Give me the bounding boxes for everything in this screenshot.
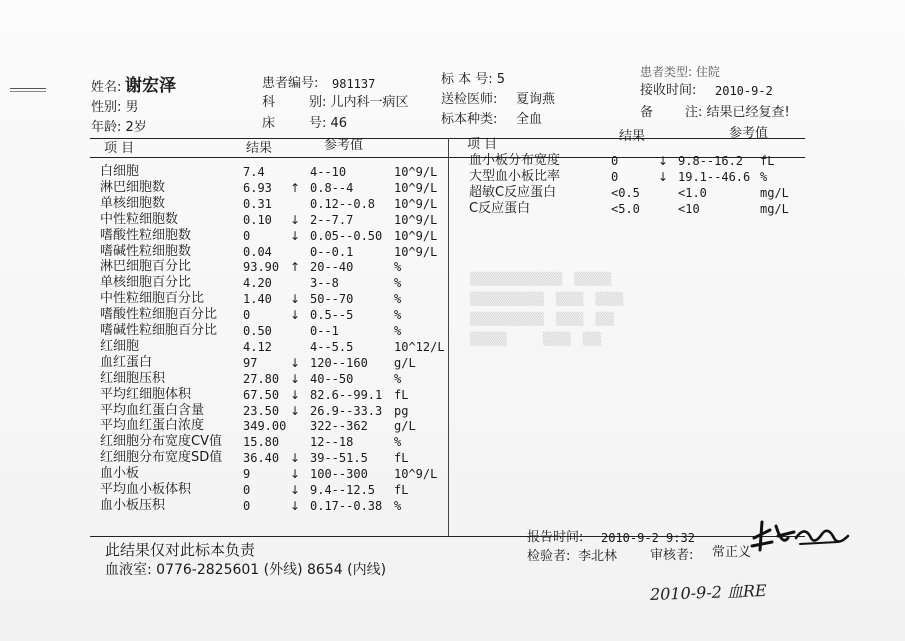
note-text: 注: 结果已经复查! <box>685 105 790 120</box>
extra-result-row-ref: 19.1--46.6 <box>678 170 751 184</box>
extra-result-row-name: 大型血小板比率 <box>469 169 561 184</box>
specimen-type-label: 标本种类: <box>441 112 498 127</box>
result-row-name: 嗜酸性粒细胞数 <box>100 227 192 243</box>
result-row-unit: % <box>394 292 402 307</box>
result-row-name: 单核细胞百分比 <box>100 275 192 291</box>
result-row-unit: 10^9/L <box>394 212 438 227</box>
result-row-ref: 0.12--0.8 <box>310 196 376 211</box>
result-row-result: 15.80 <box>243 435 280 450</box>
result-row-flag: ↓ <box>290 498 301 513</box>
result-row-ref: 0.05--0.50 <box>310 228 383 243</box>
doctor-name: 夏询燕 <box>516 92 556 107</box>
result-row-unit: 10^9/L <box>394 244 438 259</box>
result-row-name: 平均血小板体积 <box>100 482 192 497</box>
left-header-result: 结果 <box>246 141 273 156</box>
result-row-flag: ↓ <box>290 308 301 323</box>
result-row-ref: 9.4--12.5 <box>310 483 376 497</box>
result-row-flag: ↓ <box>290 212 301 227</box>
result-row-name: 嗜酸性粒细胞百分比 <box>100 307 218 323</box>
result-row-result: 36.40 <box>243 451 280 466</box>
disclaimer: 此结果仅对此标本负责 <box>105 541 256 559</box>
note-label: 备 <box>640 105 654 120</box>
result-row-name: 单核细胞数 <box>100 195 166 211</box>
result-row-flag: ↓ <box>290 355 301 370</box>
result-row-ref: 0.17--0.38 <box>310 498 383 513</box>
right-header-item: 项 目 <box>467 137 498 152</box>
extra-result-row-result: <5.0 <box>611 202 640 216</box>
received-time: 2010-9-2 <box>715 84 773 98</box>
signature-mark <box>748 516 858 556</box>
extra-result-row-result: 0 <box>611 170 619 184</box>
result-row-flag: ↓ <box>290 403 301 418</box>
result-row-result: 1.40 <box>243 292 272 307</box>
extra-result-row-result: <0.5 <box>611 186 640 200</box>
result-row-name: 平均血红蛋白浓度 <box>100 418 205 434</box>
result-row-result: 0.04 <box>243 244 272 259</box>
binding-mark <box>10 91 46 92</box>
extra-result-row-unit: mg/L <box>760 202 789 216</box>
right-header-result: 结果 <box>619 129 646 144</box>
reviewer-name: 常正义 <box>712 545 752 560</box>
result-row-result: 97 <box>243 355 258 370</box>
result-row-ref: 40--50 <box>310 371 354 386</box>
bleed-through: ▒▒▒▒▒▒▒▒ ▒▒▒ ▒▒▒ <box>470 292 624 306</box>
left-header-ref: 参考值 <box>324 138 364 153</box>
result-row-result: 0.31 <box>243 196 272 211</box>
result-row-ref: 26.9--33.3 <box>310 403 383 418</box>
result-row-flag: ↑ <box>290 180 301 195</box>
bleed-through: ▒▒▒▒▒▒▒▒ ▒▒▒ ▒▒ <box>470 312 614 326</box>
bed-label: 床 <box>262 116 276 131</box>
dept-label: 科 <box>262 95 276 110</box>
report-time-label: 报告时间: <box>527 530 584 545</box>
result-row-unit: 10^9/L <box>394 196 438 211</box>
result-row-result: 0 <box>243 308 251 323</box>
patient-no-label: 患者编号: <box>262 76 319 91</box>
result-row-flag: ↓ <box>290 483 301 497</box>
result-row-name: 平均血红蛋白含量 <box>100 402 205 418</box>
extra-result-row-ref: <1.0 <box>678 186 707 200</box>
result-row-flag: ↓ <box>290 371 301 386</box>
received-label: 接收时间: <box>640 83 697 98</box>
result-row-name: 嗜碱性粒细胞百分比 <box>100 323 218 338</box>
result-row-result: 7.4 <box>243 165 265 179</box>
result-row-ref: 120--160 <box>310 355 368 370</box>
extra-result-row-ref: 9.8--16.2 <box>678 154 744 168</box>
table-divider <box>448 138 449 536</box>
result-row-unit: % <box>394 276 402 291</box>
result-row-unit: fL <box>394 483 409 497</box>
result-row-unit: 10^9/L <box>394 165 438 179</box>
bleed-through: ▒▒▒▒ ▒▒▒ ▒▒ <box>470 332 602 346</box>
result-row-unit: g/L <box>394 419 416 434</box>
result-row-result: 349.00 <box>243 419 287 434</box>
result-row-unit: % <box>394 308 402 323</box>
result-row-unit: fL <box>394 451 409 466</box>
result-row-unit: % <box>394 435 402 450</box>
result-row-name: 中性粒细胞数 <box>100 211 179 227</box>
department: 别: 儿内科一病区 <box>309 95 409 110</box>
binding-mark <box>10 88 46 89</box>
result-row-result: 0 <box>243 483 251 497</box>
result-row-unit: pg <box>394 403 409 418</box>
result-row-ref: 39--51.5 <box>310 451 368 466</box>
result-row-ref: 322--362 <box>310 419 368 434</box>
result-row-name: 嗜碱性粒细胞数 <box>100 243 192 259</box>
result-row-result: 6.93 <box>243 180 272 195</box>
result-row-flag: ↓ <box>290 292 301 307</box>
result-row-result: 23.50 <box>243 403 280 418</box>
specimen-type: 全血 <box>516 112 543 127</box>
result-row-name: 淋巴细胞百分比 <box>100 259 192 275</box>
doctor-label: 送检医师: <box>441 92 498 107</box>
result-row-ref: 100--300 <box>310 467 368 482</box>
result-row-flag: ↓ <box>290 467 301 482</box>
patient-gender: 性别: 男 <box>91 100 139 115</box>
result-row-ref: 0--0.1 <box>310 244 354 259</box>
patient-no: 981137 <box>332 77 376 91</box>
extra-result-row-flag: ↓ <box>658 170 669 184</box>
result-row-ref: 20--40 <box>310 260 354 275</box>
result-row-unit: % <box>394 260 402 275</box>
result-row-unit: % <box>394 324 402 338</box>
bed-number: 号: 46 <box>309 116 348 131</box>
handwritten-note: 2010-9-2 血RE <box>649 580 767 605</box>
result-row-name: 红细胞分布宽度SD值 <box>100 450 223 466</box>
result-row-name: 红细胞分布宽度CV值 <box>100 434 222 450</box>
result-row-result: 27.80 <box>243 371 280 386</box>
bleed-through: ▒▒▒▒▒▒▒▒▒▒ ▒▒▒▒ <box>470 272 612 286</box>
result-row-name: 中性粒细胞百分比 <box>100 291 205 307</box>
result-row-ref: 0--1 <box>310 324 339 338</box>
extra-result-row-unit: fL <box>760 154 775 168</box>
specimen-no: 标 本 号: 5 <box>441 72 506 87</box>
result-row-flag: ↑ <box>290 260 301 275</box>
result-row-ref: 4--5.5 <box>310 339 354 354</box>
tester-name: 李北林 <box>578 549 618 564</box>
result-row-unit: % <box>394 371 402 386</box>
result-row-ref: 2--7.7 <box>310 212 354 227</box>
tester-label: 检验者: <box>527 549 571 564</box>
result-row-ref: 82.6--99.1 <box>310 387 383 402</box>
result-row-name: 淋巴细胞数 <box>100 179 166 195</box>
result-row-result: 67.50 <box>243 387 280 402</box>
result-row-flag: ↓ <box>290 387 301 402</box>
result-row-result: 93.90 <box>243 260 280 275</box>
extra-result-row-name: 血小板分布宽度 <box>469 153 561 168</box>
patient-type: 患者类型: 住院 <box>640 65 720 79</box>
extra-result-row-unit: % <box>760 170 768 184</box>
result-row-result: 9 <box>243 467 251 482</box>
result-row-name: 血红蛋白 <box>100 354 153 370</box>
result-row-name: 红细胞 <box>100 338 140 354</box>
result-row-unit: 10^9/L <box>394 228 438 243</box>
result-row-ref: 12--18 <box>310 435 354 450</box>
lab-phone: 血液室: 0776-2825601 (外线) 8654 (内线) <box>105 562 387 578</box>
result-row-unit: 10^9/L <box>394 180 438 195</box>
result-row-result: 4.12 <box>243 339 272 354</box>
result-row-unit: 10^9/L <box>394 467 438 482</box>
extra-result-row-name: 超敏C反应蛋白 <box>469 185 557 200</box>
result-row-result: 4.20 <box>243 276 272 291</box>
result-row-name: 血小板压积 <box>100 497 166 513</box>
right-header-ref: 参考值 <box>729 126 769 141</box>
result-row-ref: 50--70 <box>310 292 354 307</box>
result-row-name: 红细胞压积 <box>100 370 166 386</box>
patient-age: 年龄: 2岁 <box>91 120 147 135</box>
result-row-unit: % <box>394 498 402 513</box>
result-row-flag: ↓ <box>290 451 301 466</box>
result-row-name: 白细胞 <box>100 164 140 179</box>
result-row-result: 0.50 <box>243 324 272 338</box>
result-row-result: 0 <box>243 228 251 243</box>
result-row-ref: 3--8 <box>310 276 339 291</box>
result-row-name: 平均红细胞体积 <box>100 386 192 402</box>
result-row-name: 血小板 <box>100 466 140 482</box>
result-row-result: 0 <box>243 498 251 513</box>
result-row-ref: 0.8--4 <box>310 180 354 195</box>
reviewer-label: 审核者: <box>650 548 694 563</box>
result-row-unit: fL <box>394 387 409 402</box>
extra-result-row-name: C反应蛋白 <box>469 201 531 216</box>
report-time: 2010-9-2 9:32 <box>601 531 695 545</box>
result-row-ref: 4--10 <box>310 165 347 179</box>
result-row-unit: g/L <box>394 355 416 370</box>
result-row-ref: 0.5--5 <box>310 308 354 323</box>
left-header-item: 项 目 <box>104 141 135 156</box>
extra-result-row-result: 0 <box>611 154 619 168</box>
result-row-unit: 10^12/L <box>394 339 445 354</box>
extra-result-row-unit: mg/L <box>760 186 789 200</box>
patient-name: 谢宏泽 <box>125 76 176 96</box>
table-bottom-rule <box>90 536 805 537</box>
result-row-flag: ↓ <box>290 228 301 243</box>
result-row-result: 0.10 <box>243 212 272 227</box>
extra-result-row-flag: ↓ <box>658 154 669 168</box>
extra-result-row-ref: <10 <box>678 202 700 216</box>
name-label: 姓名: <box>91 80 122 95</box>
